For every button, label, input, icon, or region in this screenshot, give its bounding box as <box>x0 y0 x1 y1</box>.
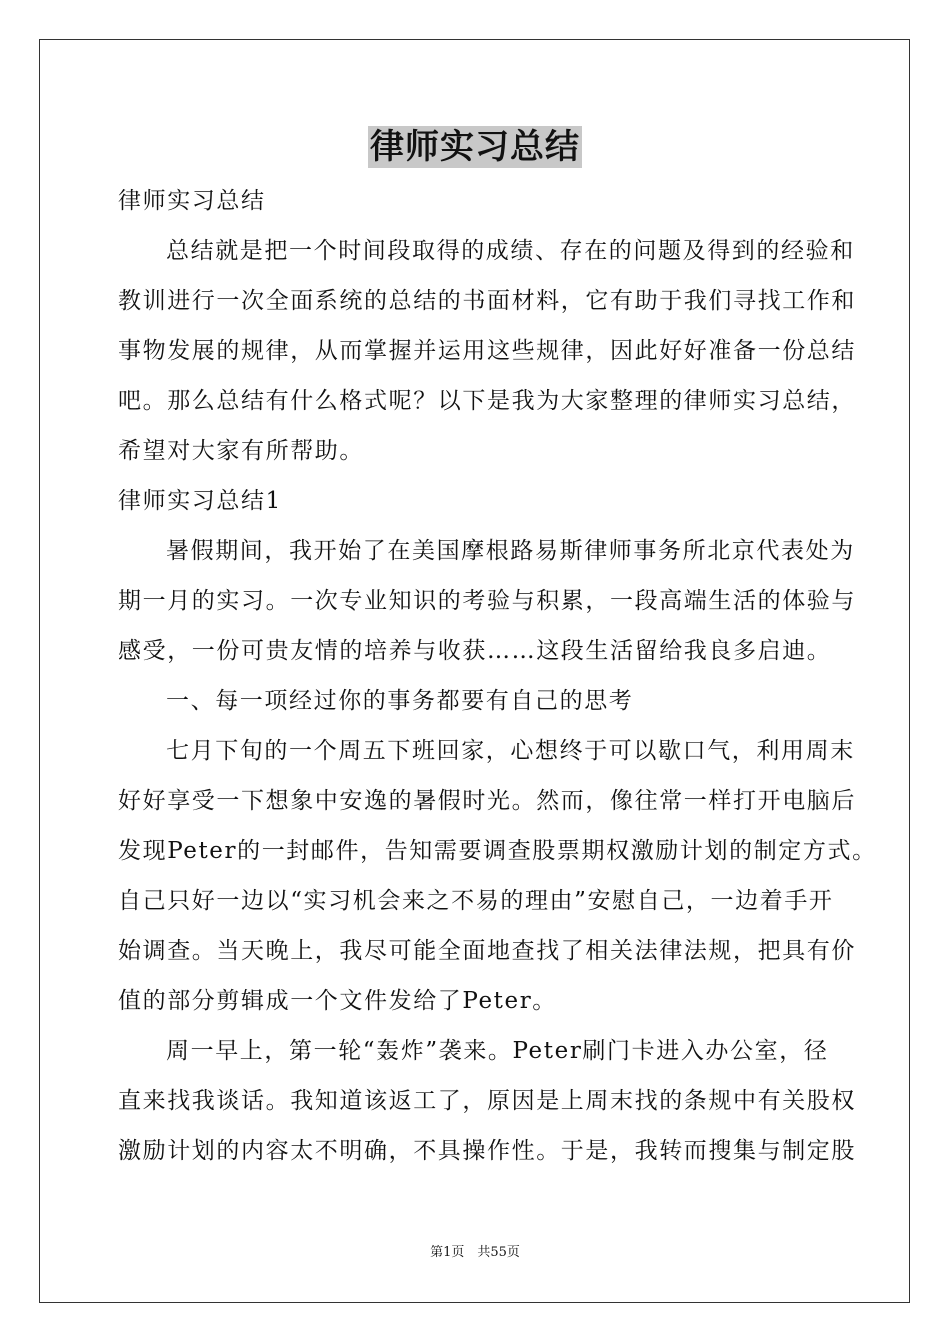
page-footer: 第1页 共55页 <box>430 1245 520 1260</box>
paragraph-line: 值的部分剪辑成一个文件发给了Peter。 <box>118 988 557 1014</box>
paragraph-line: 激励计划的内容太不明确，不具操作性。于是，我转而搜集与制定股 <box>118 1138 856 1164</box>
paragraph-line: 始调查。当天晚上，我尽可能全面地查找了相关法律法规，把具有价 <box>118 938 856 964</box>
paragraph-line: 七月下旬的一个周五下班回家，心想终于可以歇口气，利用周末 <box>166 738 855 764</box>
paragraph-line: 发现Peter的一封邮件，告知需要调查股票期权激励计划的制定方式。 <box>118 838 877 864</box>
section-heading: 律师实习总结 <box>118 188 266 214</box>
paragraph-line: 暑假期间，我开始了在美国摩根路易斯律师事务所北京代表处为 <box>166 538 855 564</box>
paragraph-line: 事物发展的规律，从而掌握并运用这些规律，因此好好准备一份总结 <box>118 338 856 364</box>
subheading-line: 一、每一项经过你的事务都要有自己的思考 <box>166 688 634 714</box>
title-wrap <box>0 126 950 168</box>
paragraph-line: 教训进行一次全面系统的总结的书面材料，它有助于我们寻找工作和 <box>118 288 856 314</box>
paragraph-line: 希望对大家有所帮助。 <box>118 438 364 464</box>
paragraph-line: 吧。那么总结有什么格式呢？以下是我为大家整理的律师实习总结， <box>118 388 856 414</box>
paragraph-line: 周一早上，第一轮“轰炸”袭来。Peter刷门卡进入办公室，径 <box>166 1038 829 1064</box>
paragraph-line: 感受，一份可贵友情的培养与收获……这段生活留给我良多启迪。 <box>118 638 832 664</box>
paragraph-line: 直来找我谈话。我知道该返工了，原因是上周末找的条规中有关股权 <box>118 1088 856 1114</box>
document-title: 律师实习总结 <box>370 127 580 167</box>
paragraph-line: 自己只好一边以“实习机会来之不易的理由”安慰自己，一边着手开 <box>118 888 834 914</box>
paragraph-line: 期一月的实习。一次专业知识的考验与积累，一段高端生活的体验与 <box>118 588 856 614</box>
section-heading: 律师实习总结1 <box>118 488 282 514</box>
document-body <box>118 176 877 1176</box>
paragraph-line: 总结就是把一个时间段取得的成绩、存在的问题及得到的经验和 <box>166 238 855 264</box>
paragraph-line: 好好享受一下想象中安逸的暑假时光。然而，像往常一样打开电脑后 <box>118 788 856 814</box>
